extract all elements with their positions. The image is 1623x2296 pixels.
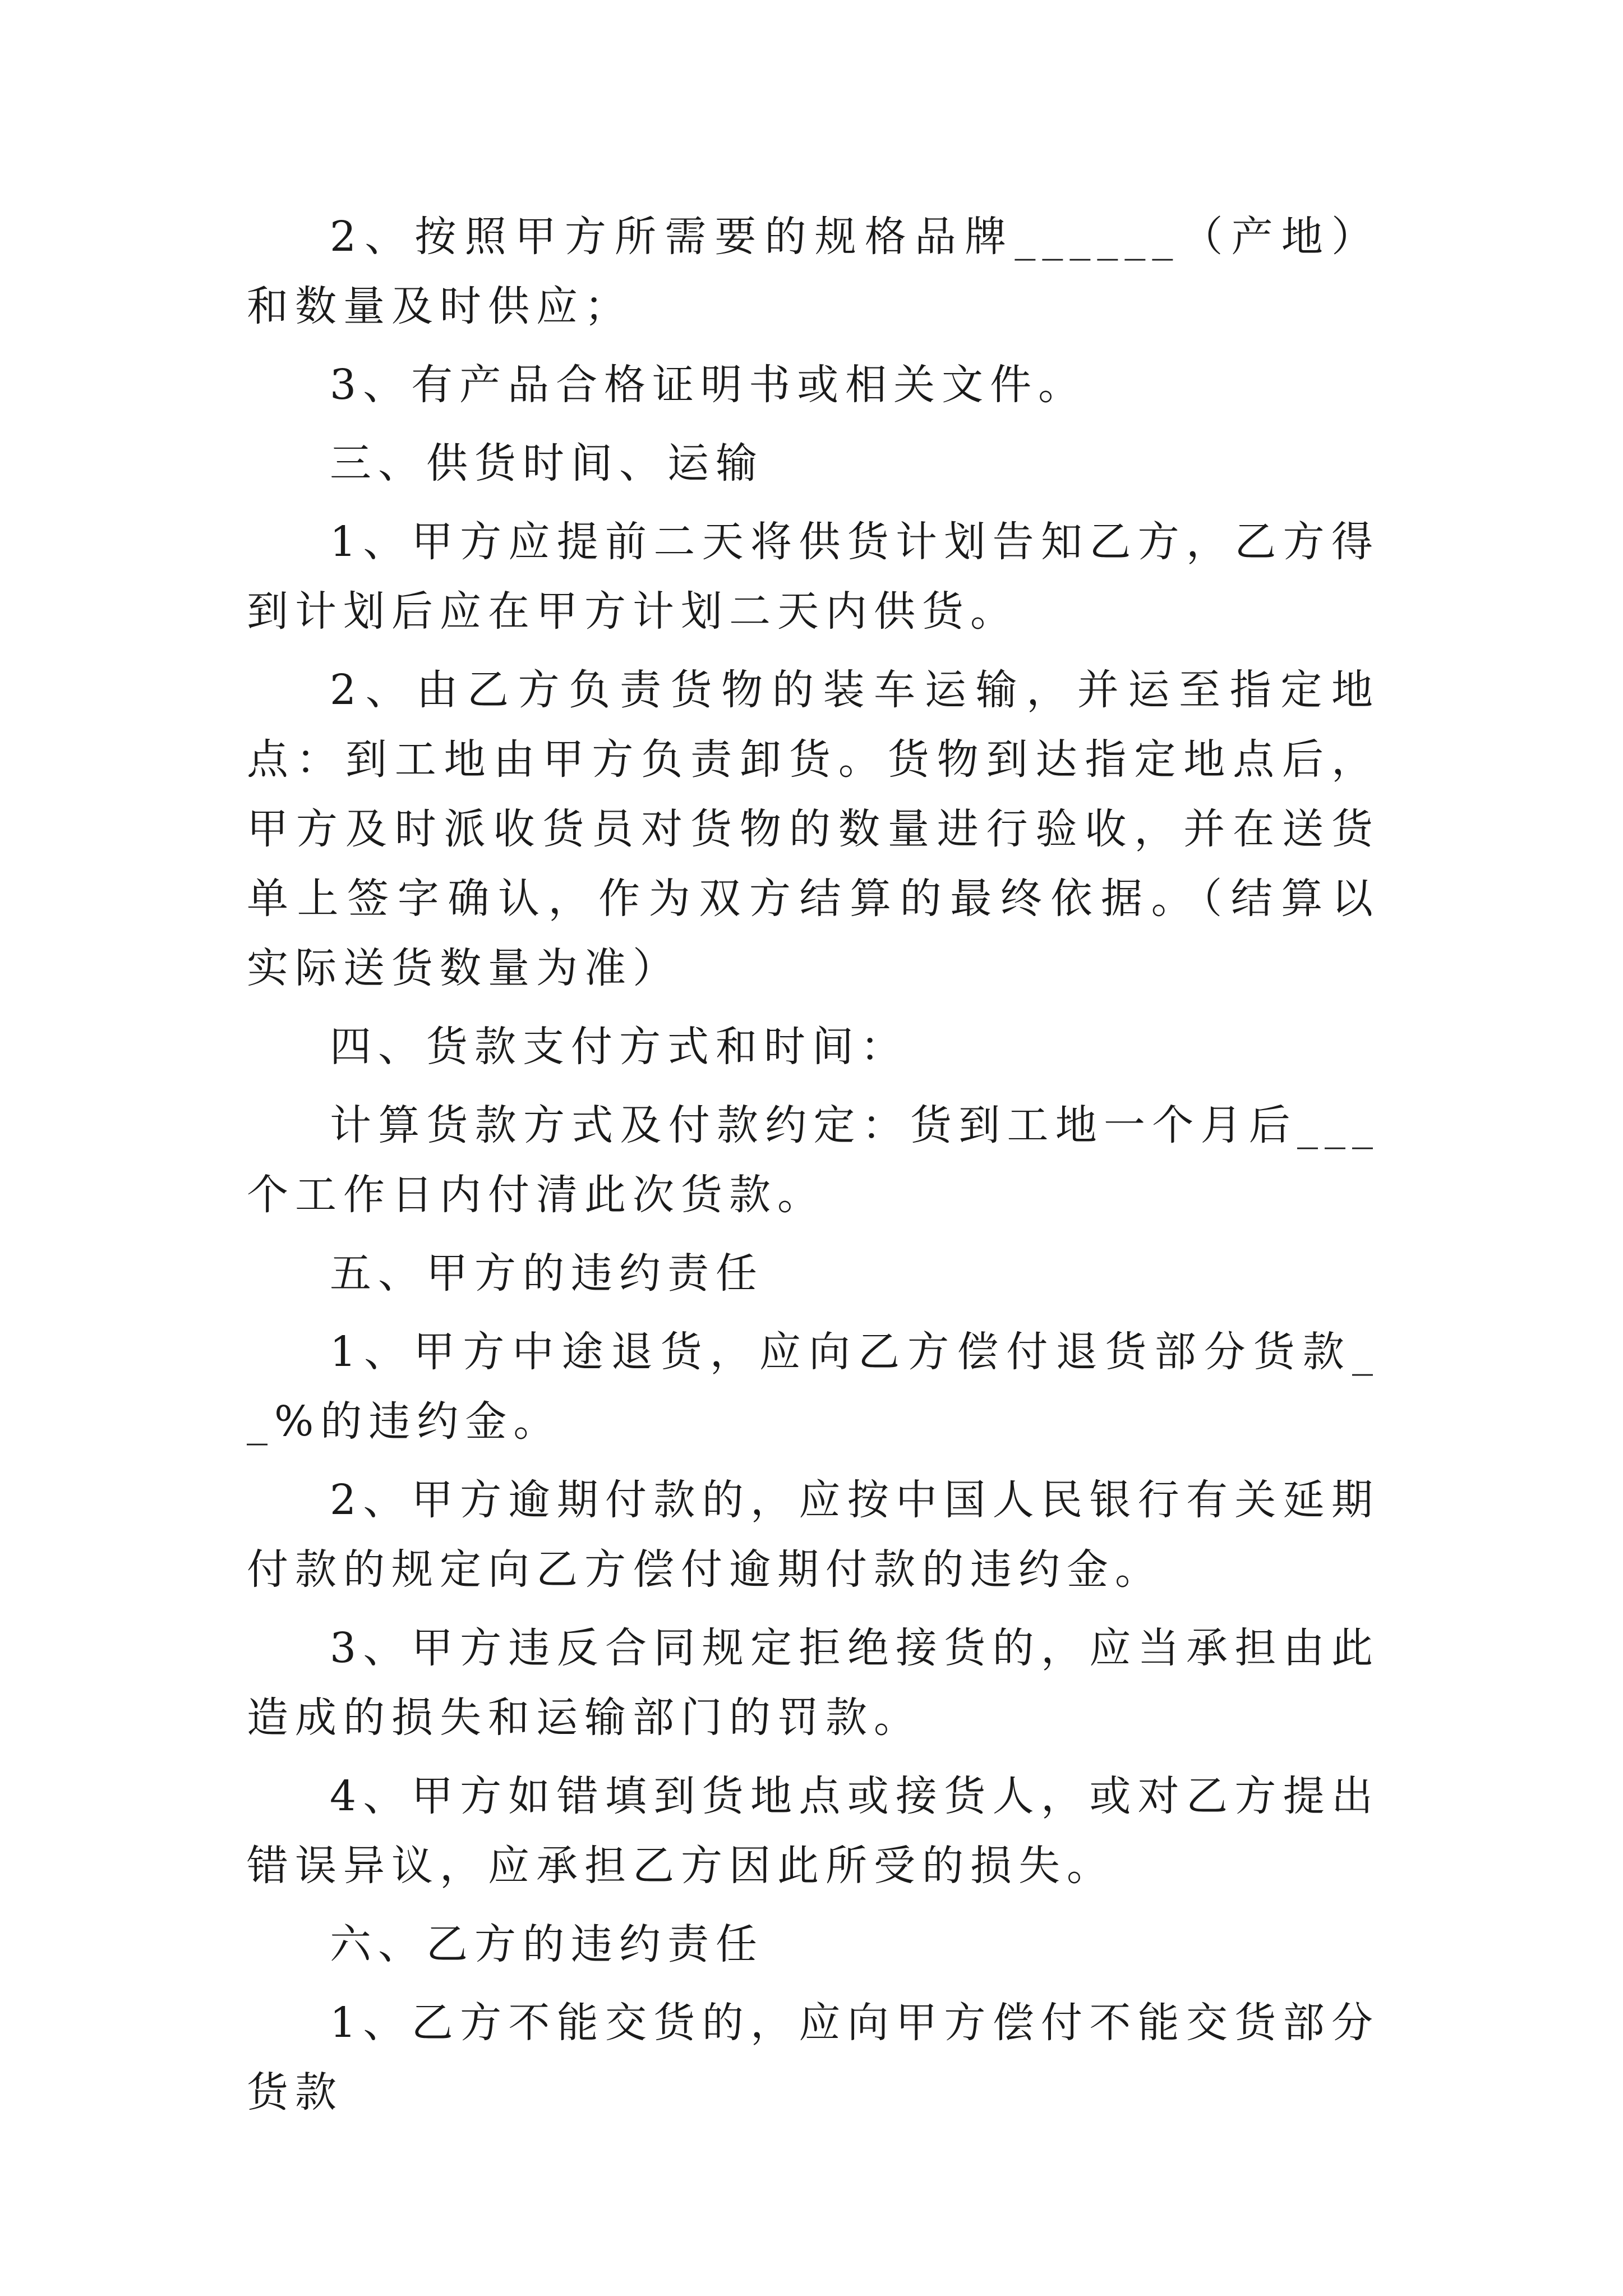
paragraph-party-a-late-payment: 2、甲方逾期付款的，应按中国人民银行有关延期付款的规定向乙方偿付逾期付款的违约金。 [247,1476,1380,1594]
paragraph-party-a-refusal: 3、甲方违反合同规定拒绝接货的，应当承担由此造成的损失和运输部门的罚款。 [247,1624,1380,1742]
paragraph-delivery-plan: 1、甲方应提前二天将供货计划告知乙方，乙方得到计划后应在甲方计划二天内供货。 [247,518,1380,636]
paragraph-party-a-return: 1、甲方中途退货，应向乙方偿付退货部分货款__%的违约金。 [247,1328,1380,1446]
section-heading-payment: 四、货款支付方式和时间： [330,1023,909,1071]
paragraph-loading-transport: 2、由乙方负责货物的装车运输，并运至指定地点：到工地由甲方负责卸货。货物到达指定地点后，甲方及时派收货员对货物的数量进行验收，并在送货单上签字确认，作为双方结算的最终依据。（结算以实际送货数量为准） [247,666,1380,992]
paragraph-party-b-no-delivery: 1、乙方不能交货的，应向甲方偿付不能交货部分货款 [247,1999,1380,2116]
paragraph-certificate: 3、有产品合格证明书或相关文件。 [330,361,1087,409]
paragraph-supply-brand: 2、按照甲方所需要的规格品牌______（产地）和数量及时供应； [247,213,1380,330]
section-heading-delivery-transport: 三、供货时间、运输 [330,439,764,487]
document-body [247,202,1380,2136]
section-heading-party-b-liability: 六、乙方的违约责任 [330,1920,764,1968]
section-heading-party-a-liability: 五、甲方的违约责任 [330,1249,764,1297]
paragraph-payment-terms: 计算货款方式及付款约定：货到工地一个月后___个工作日内付清此次货款。 [247,1101,1380,1219]
paragraph-party-a-wrong-address: 4、甲方如错填到货地点或接货人，或对乙方提出错误异议，应承担乙方因此所受的损失。 [247,1772,1380,1890]
